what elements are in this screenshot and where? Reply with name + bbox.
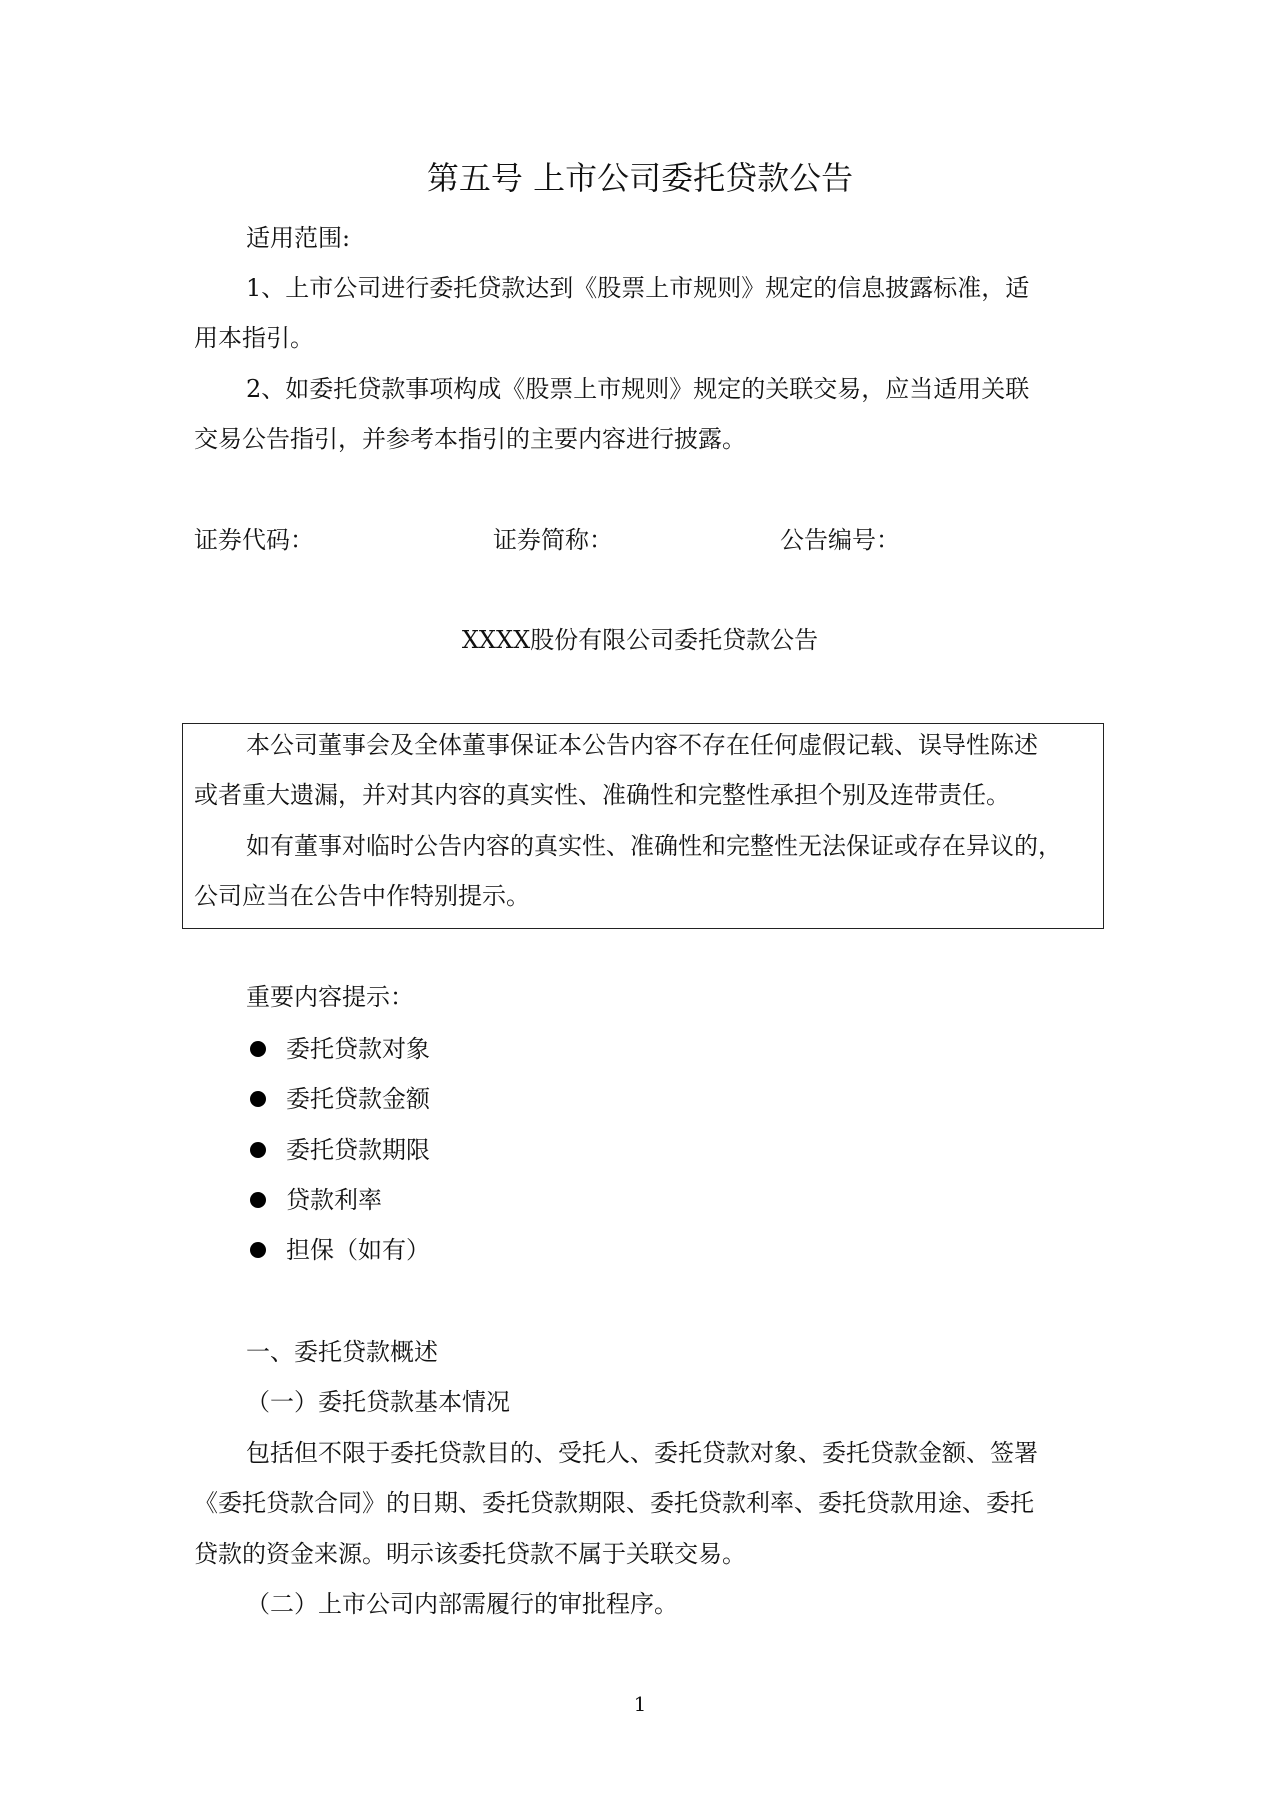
announcement-no-label: 公告编号： <box>780 526 900 554</box>
scope-item1-line1: 1、上市公司进行委托贷款达到《股票上市规则》规定的信息披露标准，适 <box>246 274 1030 302</box>
section1-sub2: （二）上市公司内部需履行的审批程序。 <box>246 1590 678 1618</box>
highlight-item: 委托贷款对象 <box>286 1035 430 1063</box>
statement-para1-line1: 本公司董事会及全体董事保证本公告内容不存在任何虚假记载、误导性陈述 <box>246 731 1038 759</box>
scope-heading: 适用范围: <box>246 224 351 252</box>
scope-item2-line1: 2、如委托贷款事项构成《股票上市规则》规定的关联交易，应当适用关联 <box>246 375 1030 403</box>
highlight-item: 贷款利率 <box>286 1186 382 1214</box>
section1-body-line1: 包括但不限于委托贷款目的、受托人、委托贷款对象、委托贷款金额、签署 <box>246 1439 1038 1467</box>
highlight-item: 担保（如有） <box>286 1236 430 1264</box>
bullet-icon <box>250 1142 266 1158</box>
section1-body-line3: 贷款的资金来源。明示该委托贷款不属于关联交易。 <box>194 1540 746 1568</box>
announcement-title: XXXX股份有限公司委托贷款公告 <box>461 626 819 654</box>
statement-para2-line1: 如有董事对临时公告内容的真实性、准确性和完整性无法保证或存在异议的， <box>246 832 1062 860</box>
section1-body-line2: 《委托贷款合同》的日期、委托贷款期限、委托贷款利率、委托贷款用途、委托 <box>194 1489 1034 1517</box>
bullet-icon <box>250 1041 266 1057</box>
scope-item1-line2: 用本指引。 <box>194 324 314 352</box>
bullet-icon <box>250 1192 266 1208</box>
bullet-icon <box>250 1242 266 1258</box>
highlight-item: 委托贷款金额 <box>286 1085 430 1113</box>
section1-sub1: （一）委托贷款基本情况 <box>246 1388 510 1416</box>
highlights-heading: 重要内容提示： <box>246 983 414 1011</box>
statement-para1-line2: 或者重大遗漏，并对其内容的真实性、准确性和完整性承担个别及连带责任。 <box>194 781 1010 809</box>
section1-heading: 一、委托贷款概述 <box>246 1338 438 1366</box>
security-code-label: 证券代码： <box>194 526 314 554</box>
scope-item2-line2: 交易公告指引，并参考本指引的主要内容进行披露。 <box>194 425 746 453</box>
document-title: 第五号 上市公司委托贷款公告 <box>426 159 854 197</box>
highlight-item: 委托贷款期限 <box>286 1136 430 1164</box>
security-abbr-label: 证券简称： <box>493 526 613 554</box>
bullet-icon <box>250 1091 266 1107</box>
page-number: 1 <box>633 1692 647 1716</box>
statement-para2-line2: 公司应当在公告中作特别提示。 <box>194 882 530 910</box>
